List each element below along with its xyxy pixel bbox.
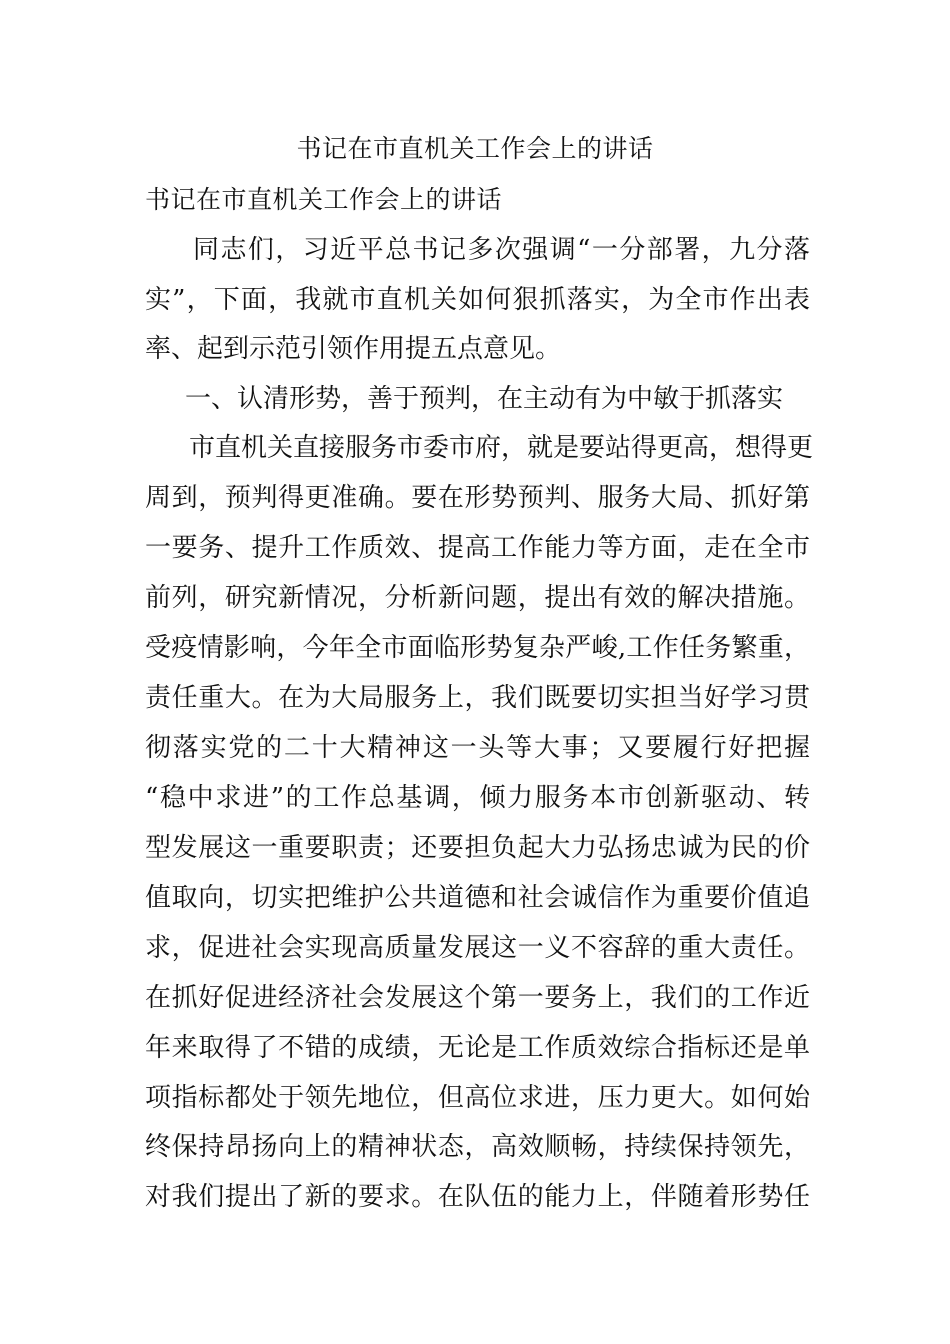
paragraph-line: 求，促进社会实现高质量发展这一义不容辞的重大责任。 xyxy=(145,933,810,963)
paragraph-line: “稳中求进”的工作总基调，倾力服务本市创新驱动、转 xyxy=(145,783,810,813)
paragraph-line: 一要务、提升工作质效、提高工作能力等方面，走在全市 xyxy=(145,533,810,563)
paragraph-line: 责任重大。在为大局服务上，我们既要切实担当好学习贯 xyxy=(145,683,810,713)
paragraph-line: 实”，下面，我就市直机关如何狠抓落实，为全市作出表 xyxy=(145,285,810,315)
paragraph-line: 市直机关直接服务市委市府，就是要站得更高，想得更 xyxy=(189,433,814,463)
paragraph-line: 年来取得了不错的成绩，无论是工作质效综合指标还是单 xyxy=(145,1033,810,1063)
document-subtitle: 书记在市直机关工作会上的讲话 xyxy=(145,185,503,214)
paragraph-line: 对我们提出了新的要求。在队伍的能力上，伴随着形势任 xyxy=(145,1182,810,1212)
paragraph-line: 率、起到示范引领作用提五点意见。 xyxy=(145,334,562,364)
paragraph-line: 在抓好促进经济社会发展这个第一要务上，我们的工作近 xyxy=(145,983,810,1013)
paragraph-line: 彻落实党的二十大精神这一头等大事；又要履行好把握 xyxy=(145,733,810,763)
section-heading: 一、认清形势，善于预判，在主动有为中敏于抓落实 xyxy=(185,384,784,414)
paragraph-line: 周到，预判得更准确。要在形势预判、服务大局、抓好第 xyxy=(145,483,810,513)
document-title: 书记在市直机关工作会上的讲话 xyxy=(296,134,654,163)
paragraph-line: 终保持昂扬向上的精神状态，高效顺畅，持续保持领先， xyxy=(145,1132,810,1162)
paragraph-line: 受疫情影响，今年全市面临形势复杂严峻,工作任务繁重， xyxy=(145,633,810,663)
paragraph-line: 同志们，习近平总书记多次强调“一分部署，九分落 xyxy=(193,235,810,265)
paragraph-line: 项指标都处于领先地位，但高位求进，压力更大。如何始 xyxy=(145,1083,810,1113)
paragraph-line: 前列，研究新情况，分析新问题，提出有效的解决措施。 xyxy=(145,583,810,613)
paragraph-line: 值取向，切实把维护公共道德和社会诚信作为重要价值追 xyxy=(145,883,810,913)
paragraph-line: 型发展这一重要职责；还要担负起大力弘扬忠诚为民的价 xyxy=(145,833,810,863)
